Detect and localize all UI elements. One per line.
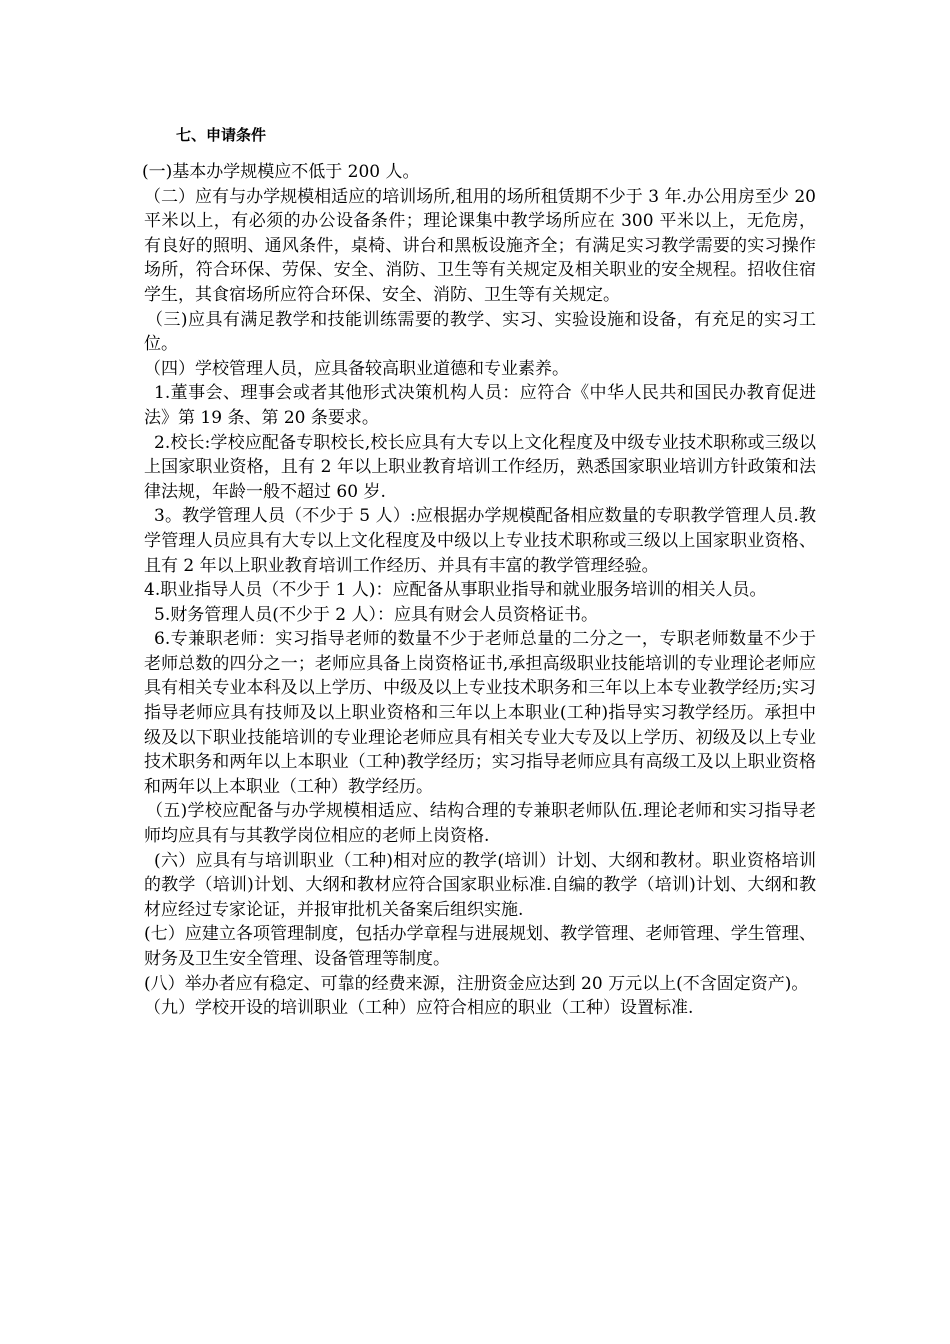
paragraph-8: 4.职业指导人员（不少于 1 人)：应配备从事职业指导和就业服务培训的相关人员。 bbox=[144, 580, 767, 601]
paragraph-1: (一)基本办学规模应不低于 200 人。 bbox=[142, 162, 420, 182]
document-body bbox=[144, 160, 816, 1021]
paragraph-6: 2.校长:学校应配备专职校长,校长应具有大专以上文化程度及中级专业技术职称或三级以上国家职业资格，且有 2 年以上职业教育培训工作经历，熟悉国家职业培训方针政策和法律法规，年龄一般不超过 60 岁. bbox=[144, 432, 816, 502]
paragraph-10: 6.专兼职老师：实习指导老师的数量不少于老师总量的二分之一，专职老师数量不少于老师总数的四分之一；老师应具备上岗资格证书,承担高级职业技能培训的专业理论老师应具有相关专业本科及以上学历、中级及以上专业技术职务和三年以上本专业教学经历;实习指导老师应具有技师及以上职业资格和三年以上本职业(工种)指导实习教学经历。承担中级及以下职业技能培训的专业理论老师应具有相关专业大专及以上学历、初级及以上专业技术职务和两年以上本职业（工种)教学经历；实习指导老师应具有高级工及以上职业资格和两年以上本职业（工种）教学经历。 bbox=[144, 629, 816, 797]
paragraph-14: (八）举办者应有稳定、可靠的经费来源，注册资金应达到 20 万元以上(不含固定资产)。 bbox=[144, 973, 809, 994]
paragraph-13: (七）应建立各项管理制度，包括办学章程与进展规划、教学管理、老师管理、学生管理、财务及卫生安全管理、设备管理等制度。 bbox=[144, 924, 816, 969]
section-heading: 七、申请条件 bbox=[176, 126, 267, 144]
paragraph-3: （三)应具有满足教学和技能训练需要的教学、实习、实验设施和设备，有充足的实习工位。 bbox=[144, 309, 816, 355]
paragraph-4: （四）学校管理人员，应具备较高职业道德和专业素养。 bbox=[144, 358, 569, 379]
paragraph-11: （五)学校应配备与办学规模相适应、结构合理的专兼职老师队伍.理论老师和实习指导老师均应具有与其教学岗位相应的老师上岗资格. bbox=[144, 801, 816, 847]
paragraph-12: (六）应具有与培训职业（工种)相对应的教学(培训）计划、大纲和教材。职业资格培训的教学（培训)计划、大纲和教材应符合国家职业标准.自编的教学（培训)计划、大纲和教材应经过专家论证，并报审批机关备案后组织实施. bbox=[144, 850, 816, 920]
paragraph-5: 1.董事会、理事会或者其他形式决策机构人员：应符合《中华人民共和国民办教育促进法》第 19 条、第 20 条要求。 bbox=[144, 383, 816, 428]
paragraph-9: 5.财务管理人员(不少于 2 人）：应具有财会人员资格证书。 bbox=[154, 604, 598, 625]
paragraph-7: 3。教学管理人员（不少于 5 人）:应根据办学规模配备相应数量的专职教学管理人员.教学管理人员应具有大专以上文化程度及中级以上专业技术职称或三级以上国家职业资格、且有 2 年以上职业教育培训工作经历、并具有丰富的教学管理经验。 bbox=[144, 506, 816, 576]
paragraph-2: （二）应有与办学规模相适应的培训场所,租用的场所租赁期不少于 3 年.办公用房至少 20 平米以上，有必须的办公设备条件；理论课集中教学场所应在 300 平米以上，无危房，有良好的照明、通风条件，桌椅、讲台和黑板设施齐全；有满足实习教学需要的实习操作场所，符合环保、劳保、安全、消防、卫生等有关规定及相关职业的安全规程。招收住宿学生，其食宿场所应符合环保、安全、消防、卫生等有关规定。 bbox=[144, 186, 816, 305]
paragraph-15: （九）学校开设的培训职业（工种）应符合相应的职业（工种）设置标准. bbox=[144, 998, 694, 1019]
